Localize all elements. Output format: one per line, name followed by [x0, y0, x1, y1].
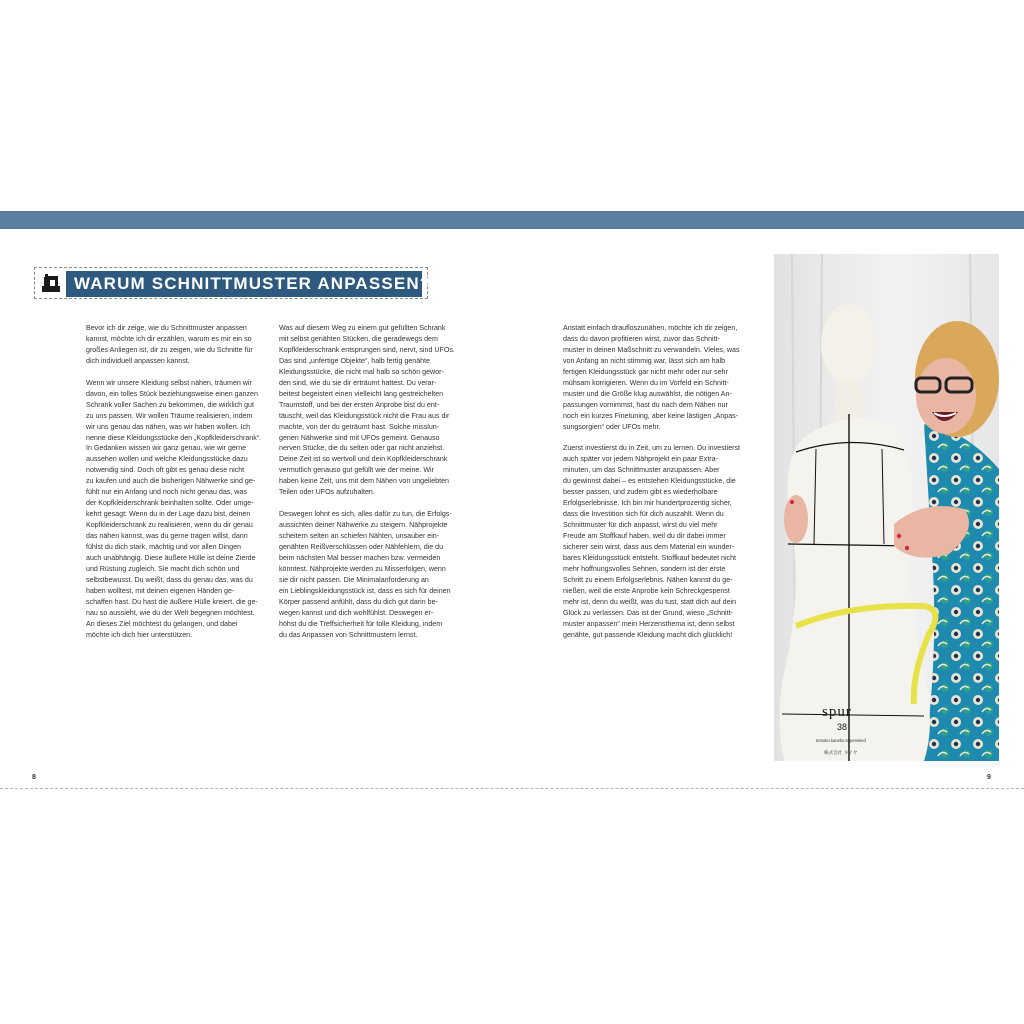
text-line: schaffen hast. Du hast die äußere Hülle kreiert, die ge- [86, 597, 258, 606]
text-line: zu kaufen und auch die bisherigen Nähwerke sind ge- [86, 477, 256, 486]
text-column-1 [86, 323, 268, 641]
text-line: machte, von der du geträumt hast. Solche misslun- [279, 422, 440, 431]
author-photo-mannequin [774, 254, 999, 761]
text-line: nenne diese Kleidungsstücke den „Kopfkleiderschrank“. [86, 433, 262, 442]
text-line: minuten, um das Schnittmuster anzupassen. Aber [563, 466, 720, 475]
text-line: Körper passend anfühlt, dass du dich gut darin be- [279, 597, 438, 606]
text-line: genen Nähwerke sind mit UFOs gemeint. Genauso [279, 433, 440, 442]
text-line: Deine Zeit ist so wertvoll und dein Kopfkleiderschrank [279, 455, 448, 464]
text-line: höhst du die Treffsicherheit für tolle Kleidung, indem [279, 619, 443, 628]
text-line: Erfolgserlebnisse. Ich bin mir hundertprozentig sicher, [563, 499, 732, 508]
text-line: bares Kleidungsstück entsteht. Stoffkauf bedeutet nicht [563, 554, 736, 562]
paragraph [279, 323, 461, 498]
text-line: genähten Reißverschlüssen oder Nähfehlern, die du [279, 543, 444, 552]
paragraph [86, 323, 268, 367]
text-line: haben wolltest, mit deinen eigenen Händen ge- [86, 586, 235, 595]
text-line: aussichten deiner Nähwerke zu steigern. Nähprojekte [279, 521, 448, 530]
text-line: passungen vornimmst, hast du nach dem Nähen nur [563, 400, 728, 409]
text-line: aussehen wollen und welche Kleidungsstücke dazu [86, 455, 248, 464]
mannequin-brand-label: spur [822, 704, 852, 720]
paragraph [563, 443, 745, 640]
text-line: Bevor ich dir zeige, wie du Schnittmuster anpassen [86, 324, 247, 332]
text-line: In Gedanken wissen wir ganz genau, wie wir gerne [86, 444, 247, 453]
text-line: sungsorgien“ oder UFOs mehr. [563, 422, 661, 431]
bottom-dashed-rule [0, 788, 1024, 789]
text-line: sie dir nicht passen. Die Minimalanforderung an [279, 575, 429, 584]
text-column-2 [279, 323, 461, 641]
text-line: dass du davon profitieren wirst, zuvor das Schnitt- [563, 334, 720, 343]
text-line: noch ein kurzes Finetuning, aber keine lästigen „Anpas- [563, 411, 739, 420]
text-line: mehr ist, denn du weißt, was du tust, statt dich auf dein [563, 597, 737, 606]
page-title: WARUM SCHNITTMUSTER ANPASSEN? [74, 274, 432, 293]
text-line: selbstbewusst. Du weißt, dass du genau das, was du [86, 575, 253, 584]
text-line: Kleidungsstücke, die nicht mal halb so schön gewor- [279, 367, 444, 376]
text-line: nießen, weil die erste Anprobe kein Schreckgespenst [563, 586, 730, 595]
text-line: täuscht, weil das Kleidungsstück nicht die Frau aus dir [279, 411, 450, 420]
text-line: Deswegen lohnt es sich, alles dafür zu tun, die Erfolgs- [279, 510, 452, 519]
text-line: wegen kannst und dich wohlfühlst. Deswegen er- [279, 608, 434, 617]
paragraph [563, 323, 745, 433]
text-line: auch unabhängig. Diese äußere Hülle ist deine Zierde [86, 554, 256, 562]
text-line: Schnittmuster für dich anpasst, wirst du viel mehr [563, 521, 718, 530]
text-line: genähte, gut passende Kleidung macht dich glücklich! [563, 630, 733, 639]
text-line: muster und die Größe klug auswählst, die nötigen An- [563, 389, 732, 398]
text-line: davon, ein tolles Stück beziehungsweise einen ganzen [86, 389, 258, 398]
text-column-3 [563, 323, 745, 641]
text-line: du das Anpassen von Schnittmustern lernst. [279, 630, 418, 639]
text-line: Schritt zu einem Erfolgserlebnis. Nähen kannst du ge- [563, 575, 733, 584]
title-bar [66, 271, 432, 297]
page-number-left: 8 [32, 774, 36, 781]
text-line: vermutlich genauso gut gefüllt wie der meine. Wir [279, 466, 434, 475]
text-line: nerven Stücke, die du selten oder gar nicht anziehst. [279, 444, 445, 453]
text-line: beim nächsten Mal besser machen bzw. vermeiden [279, 554, 441, 562]
text-line: Traumstoff, und bei der ersten Anprobe bist du ent- [279, 400, 440, 409]
text-line: scheitern selten an schiefen Nähten, unsauber ein- [279, 532, 440, 541]
text-line: Schrank voller Sachen zu bekommen, die wirklich gut [86, 400, 254, 409]
text-line: muster anpassen“ mein Herzensthema ist, denn selbst [563, 619, 735, 628]
text-line: nau so aussieht, wie du der Welt begegnen möchtest. [86, 608, 255, 617]
text-line: Freude am Stoffkauf haben, weil du dir dabei immer [563, 532, 726, 541]
text-line: kehrt gesagt: Wenn du in der Lage dazu bist, deinen [86, 510, 251, 519]
text-line: dich individuell anpassen kannst. [86, 356, 190, 365]
text-line: Glück zu verlassen. Das ist der Grund, wieso „Schnitt- [563, 608, 733, 617]
paragraph [86, 378, 268, 641]
text-line: Das sind „unfertige Objekte“, halb fertig genähte [279, 356, 431, 365]
text-line: besser passen, und zudem gibt es wiederholbare [563, 488, 718, 497]
text-line: den sind, wie du sie dir erträumt hattest. Du verar- [279, 378, 437, 387]
text-line: fühlst du dich stark, mächtig und vor allen Dingen [86, 543, 241, 552]
text-line: der Kopfkleiderschrank beinhalten sollte. Oder umge- [86, 499, 254, 508]
text-line: mühsam korrigieren. Wenn du im Vorfeld ein Schnitt- [563, 378, 729, 387]
paragraph [279, 509, 461, 640]
text-line: großes Anliegen ist, dir zu zeigen, wie du Schnitte für [86, 345, 253, 354]
text-line: Wenn wir unsere Kleidung selbst nähen, träumen wir [86, 378, 252, 387]
text-line: fühlt nur ein Anfang und noch nicht genau das, was [86, 488, 247, 497]
text-line: fertigen Kleidungsstück gar nicht mehr oder nur sehr [563, 367, 728, 376]
top-color-band [0, 211, 1024, 229]
page-number-right: 9 [987, 774, 991, 781]
text-line: Teilen oder UFOs aufzuhalten. [279, 488, 375, 497]
text-line: Kopfkleiderschrank zu realisieren, wenn du dir genau [86, 521, 253, 530]
mannequin-supervisor-label: tomoko kaneko supervised [816, 738, 866, 743]
text-line: notwendig sind. Doch oft gibt es genau diese nicht [86, 466, 245, 475]
text-line: von Anfang an nicht stimmig war, lässt sich am halb [563, 356, 726, 365]
mannequin-maker-label: 株式会社 キイヤ [824, 751, 858, 756]
text-line: Anstatt einfach draufloszunähen, möchte ich dir zeigen, [563, 324, 738, 332]
text-line: dass die Investition sich für dich auszahlt. Wenn du [563, 510, 724, 519]
text-line: mit selbst genähten Stücken, die geradewegs dem [279, 334, 438, 343]
mannequin-size-label: 38 [837, 722, 848, 732]
text-line: muster in deinen Maßschnitt zu verwandeln. Vieles, was [563, 345, 740, 354]
text-line: Zuerst investierst du in Zeit, um zu lernen. Du investierst [563, 444, 741, 453]
text-line: beitest begeistert einen vielleicht lang gestreichelten [279, 389, 444, 398]
text-line: du gewinnst dabei – es entstehen Kleidungsstücke, die [563, 477, 736, 486]
text-line: sicherer sein wirst, dass aus dem Material ein wunder- [563, 543, 735, 552]
text-line: Kopfkleiderschrank entsprungen sind, nervt, sind UFOs. [279, 345, 455, 354]
text-line: kannst, möchte ich dir erzählen, warum es mir ein so [86, 334, 252, 343]
text-line: auch später vor jedem Nähprojekt ein paar Extra- [563, 455, 718, 464]
text-line: wir uns genau das nähen, was wir haben wollen. Ich [86, 422, 251, 431]
text-line: Was auf diesem Weg zu einem gut gefüllten Schrank [279, 324, 446, 332]
text-line: das nähen kannst, was du gerne tragen willst, dann [86, 532, 248, 541]
text-line: An dieses Ziel möchtest du gelangen, und dabei [86, 619, 238, 628]
text-line: zu uns passen. Wir wollen Träume realisieren, indem [86, 411, 253, 420]
text-line: haben keine Zeit, uns mit dem Nähen von ungeliebten [279, 477, 449, 486]
text-line: könntest. Nähprojekte werden zu Misserfolgen, wenn [279, 564, 446, 573]
text-line: und Rüstung zugleich. Sie macht dich schön und [86, 564, 240, 573]
text-line: mehr hoffnungsvolles Sehnen, sondern ist der erste [563, 564, 726, 573]
photo-illustration [774, 254, 999, 761]
text-line: möchte ich dich hier unterstützen. [86, 630, 193, 639]
text-line: ein Lieblingskleidungsstück ist, dass es sich für deinen [279, 586, 451, 595]
sewing-machine-icon [41, 274, 61, 293]
